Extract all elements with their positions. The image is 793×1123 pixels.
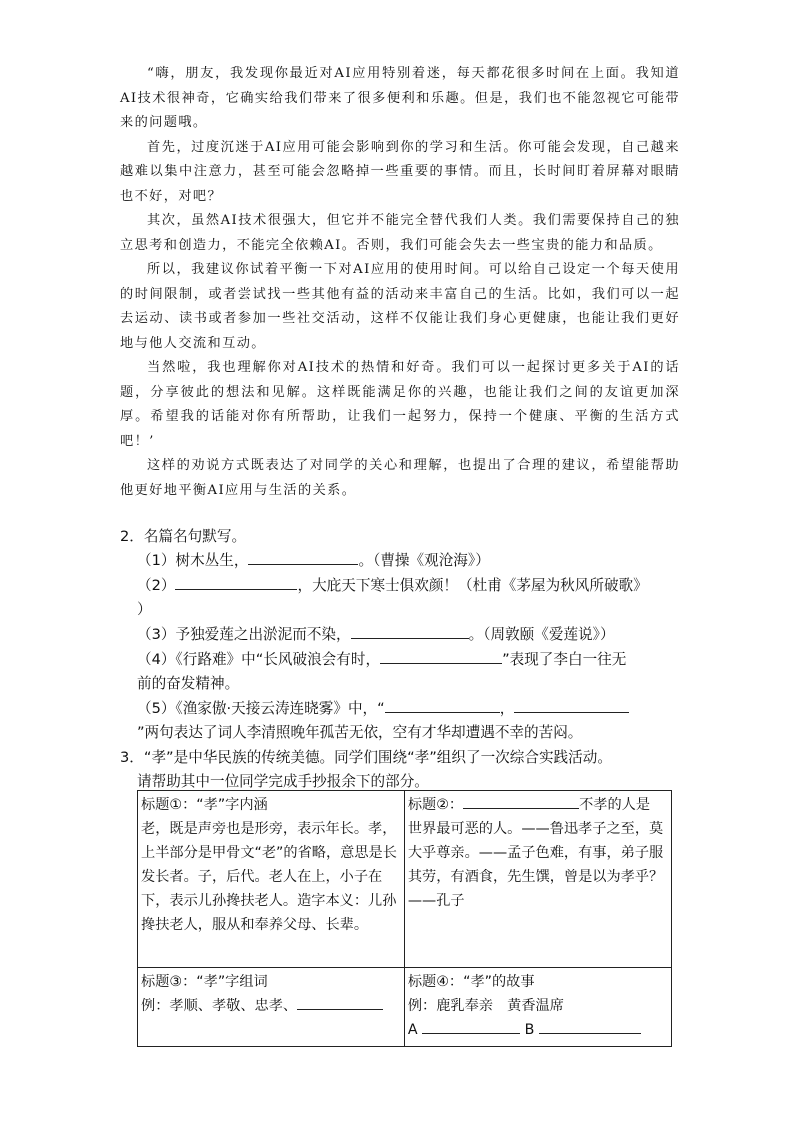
q2-item-5-cont: ”两句表达了词人李清照晚年孤苦无依，空有才华却遭遇不幸的苦闷。 — [137, 724, 583, 741]
q3-stem-line-2: 请帮助其中一位同学完成手抄报余下的部分。 — [137, 773, 429, 790]
q2-item-2-blank[interactable] — [175, 574, 297, 590]
title-4-blank-a[interactable] — [422, 1018, 520, 1034]
handwritten-newspaper-table — [137, 790, 672, 1047]
letter-paragraph-4: 所以，我建议你试着平衡一下对AI应用的使用时间。可以给自己设定一个每天使用的时间限制，或者尝试找一些其他有益的活动来丰富自己的生活。比如，我们可以一起去运动、读书或者参加一些社交活动，这样不仅能让我们身心更健康，也能让我们更好地与他人交流和互动。 — [120, 262, 680, 351]
q2-item-2-text: ，大庇天下寒士俱欢颜！（杜甫《茅屋为秋风所破歌》 — [297, 577, 648, 594]
title-3-blank[interactable] — [297, 994, 383, 1010]
cell-title-4 — [404, 968, 671, 1047]
q2-item-4-blank[interactable] — [380, 648, 502, 664]
title-2-label-end: 不孝的人是 — [579, 797, 651, 813]
q2-item-1-text: （1）树木丛生， — [137, 552, 249, 569]
title-4-answers — [408, 1018, 668, 1042]
title-3-examples: 例：孝顺、孝敬、忠孝、 — [141, 998, 298, 1014]
title-3-body — [141, 994, 401, 1018]
cell-title-1 — [138, 791, 405, 968]
q2-item-3-source: 。（周敦颐《爱莲说》） — [468, 626, 615, 643]
q2-item-2-cont: ） — [137, 601, 152, 618]
cell-title-2 — [404, 791, 671, 968]
q2-item-5-text: （5）《渔家傲·天接云涛连晓雾》中，“ — [137, 700, 385, 717]
q2-item-4 — [137, 648, 626, 672]
q2-item-3 — [137, 623, 615, 647]
title-2-label: 标题②： — [407, 797, 464, 813]
q2-item-5-comma: ， — [499, 700, 515, 717]
q2-item-2-num: （2） — [137, 577, 176, 594]
title-4-label-a: A — [407, 1022, 418, 1038]
q2-item-4-cont: 前的奋发精神。 — [137, 675, 240, 692]
title-4-label-b: B — [524, 1022, 535, 1038]
q2-item-2 — [137, 574, 648, 598]
q2-item-1-blank[interactable] — [248, 549, 358, 565]
q2-item-3-text: （3）予独爱莲之出淤泥而不染， — [137, 626, 351, 643]
letter-passage — [120, 62, 680, 503]
q2-item-5 — [137, 697, 629, 721]
letter-paragraph-1: “嗨，朋友，我发现你最近对AI应用特别着迷，每天都花很多时间在上面。我知道AI技术很神奇，它确实给我们带来了很多便利和乐趣。但是，我们也不能忽视它可能带来的问题哦。 — [120, 66, 680, 130]
title-2-blank[interactable] — [463, 793, 579, 809]
q2-item-5-blank-2[interactable] — [514, 697, 629, 713]
title-1: 标题①：“孝”字内涵 — [141, 797, 268, 813]
letter-paragraph-3: 其次，虽然AI技术很强大，但它并不能完全替代我们人类。我们需要保持自己的独立思考和创造力，不能完全依赖AI。否则，我们可能会失去一些宝贵的能力和品质。 — [120, 213, 680, 253]
title-1-body: 老，既是声旁也是形旁，表示年长。孝，上半部分是甲骨文“老”的省略，意思是长发长者。子，后代。老人在上，小子在下，表示儿孙搀扶老人。造字本义：儿孙搀扶老人，服从和奉养父母、长辈。 — [141, 821, 397, 933]
q2-item-1-source: 。（曹操《观沧海》） — [358, 552, 490, 569]
letter-conclusion: 这样的劝说方式既表达了对同学的关心和理解，也提出了合理的建议，希望能帮助他更好地平衡AI应用与生活的关系。 — [120, 458, 680, 498]
letter-paragraph-5: 当然啦，我也理解你对AI技术的热情和好奇。我们可以一起探讨更多关于AI的话题，分享彼此的想法和见解。这样既能满足你的兴趣，也能让我们之间的友谊更加深厚。希望我的话能对你有所帮助，让我们一起努力，保持一个健康、平衡的生活方式吧！’ — [120, 360, 680, 449]
q2-item-5-blank-1[interactable] — [385, 697, 500, 713]
q2-item-3-blank[interactable] — [351, 623, 469, 639]
cell-title-3 — [138, 968, 405, 1047]
q2-item-1 — [137, 549, 490, 573]
title-3: 标题③：“孝”字组词 — [141, 974, 268, 990]
title-4-blank-b[interactable] — [539, 1018, 641, 1034]
q3-stem-line-1: 3．“孝”是中华民族的传统美德。同学们围绕“孝”组织了一次综合实践活动。 — [120, 749, 612, 766]
title-2-body: 世界最可恶的人。——鲁迅孝子之至，莫大乎尊亲。——孟子色难，有事，弟子服其劳，有酒食，先生馔，曾是以为孝乎？——孔子 — [407, 821, 664, 909]
title-4: 标题④：“孝”的故事 — [407, 974, 535, 990]
title-4-example: 例：鹿乳奉亲 黄香温席 — [407, 998, 564, 1014]
q2-title: 2．名篇名句默写。 — [120, 528, 247, 545]
q2-item-4-text: （4）《行路难》中“长风破浪会有时， — [137, 651, 381, 668]
q2-item-4-text-2: ”表现了李白一往无 — [502, 651, 627, 668]
letter-paragraph-2: 首先，过度沉迷于AI应用可能会影响到你的学习和生活。你可能会发现，自己越来越难以集中注意力，甚至可能会忽略掉一些重要的事情。而且，长时间盯着屏幕对眼睛也不好，对吧？ — [120, 139, 680, 204]
title-2 — [408, 793, 668, 817]
